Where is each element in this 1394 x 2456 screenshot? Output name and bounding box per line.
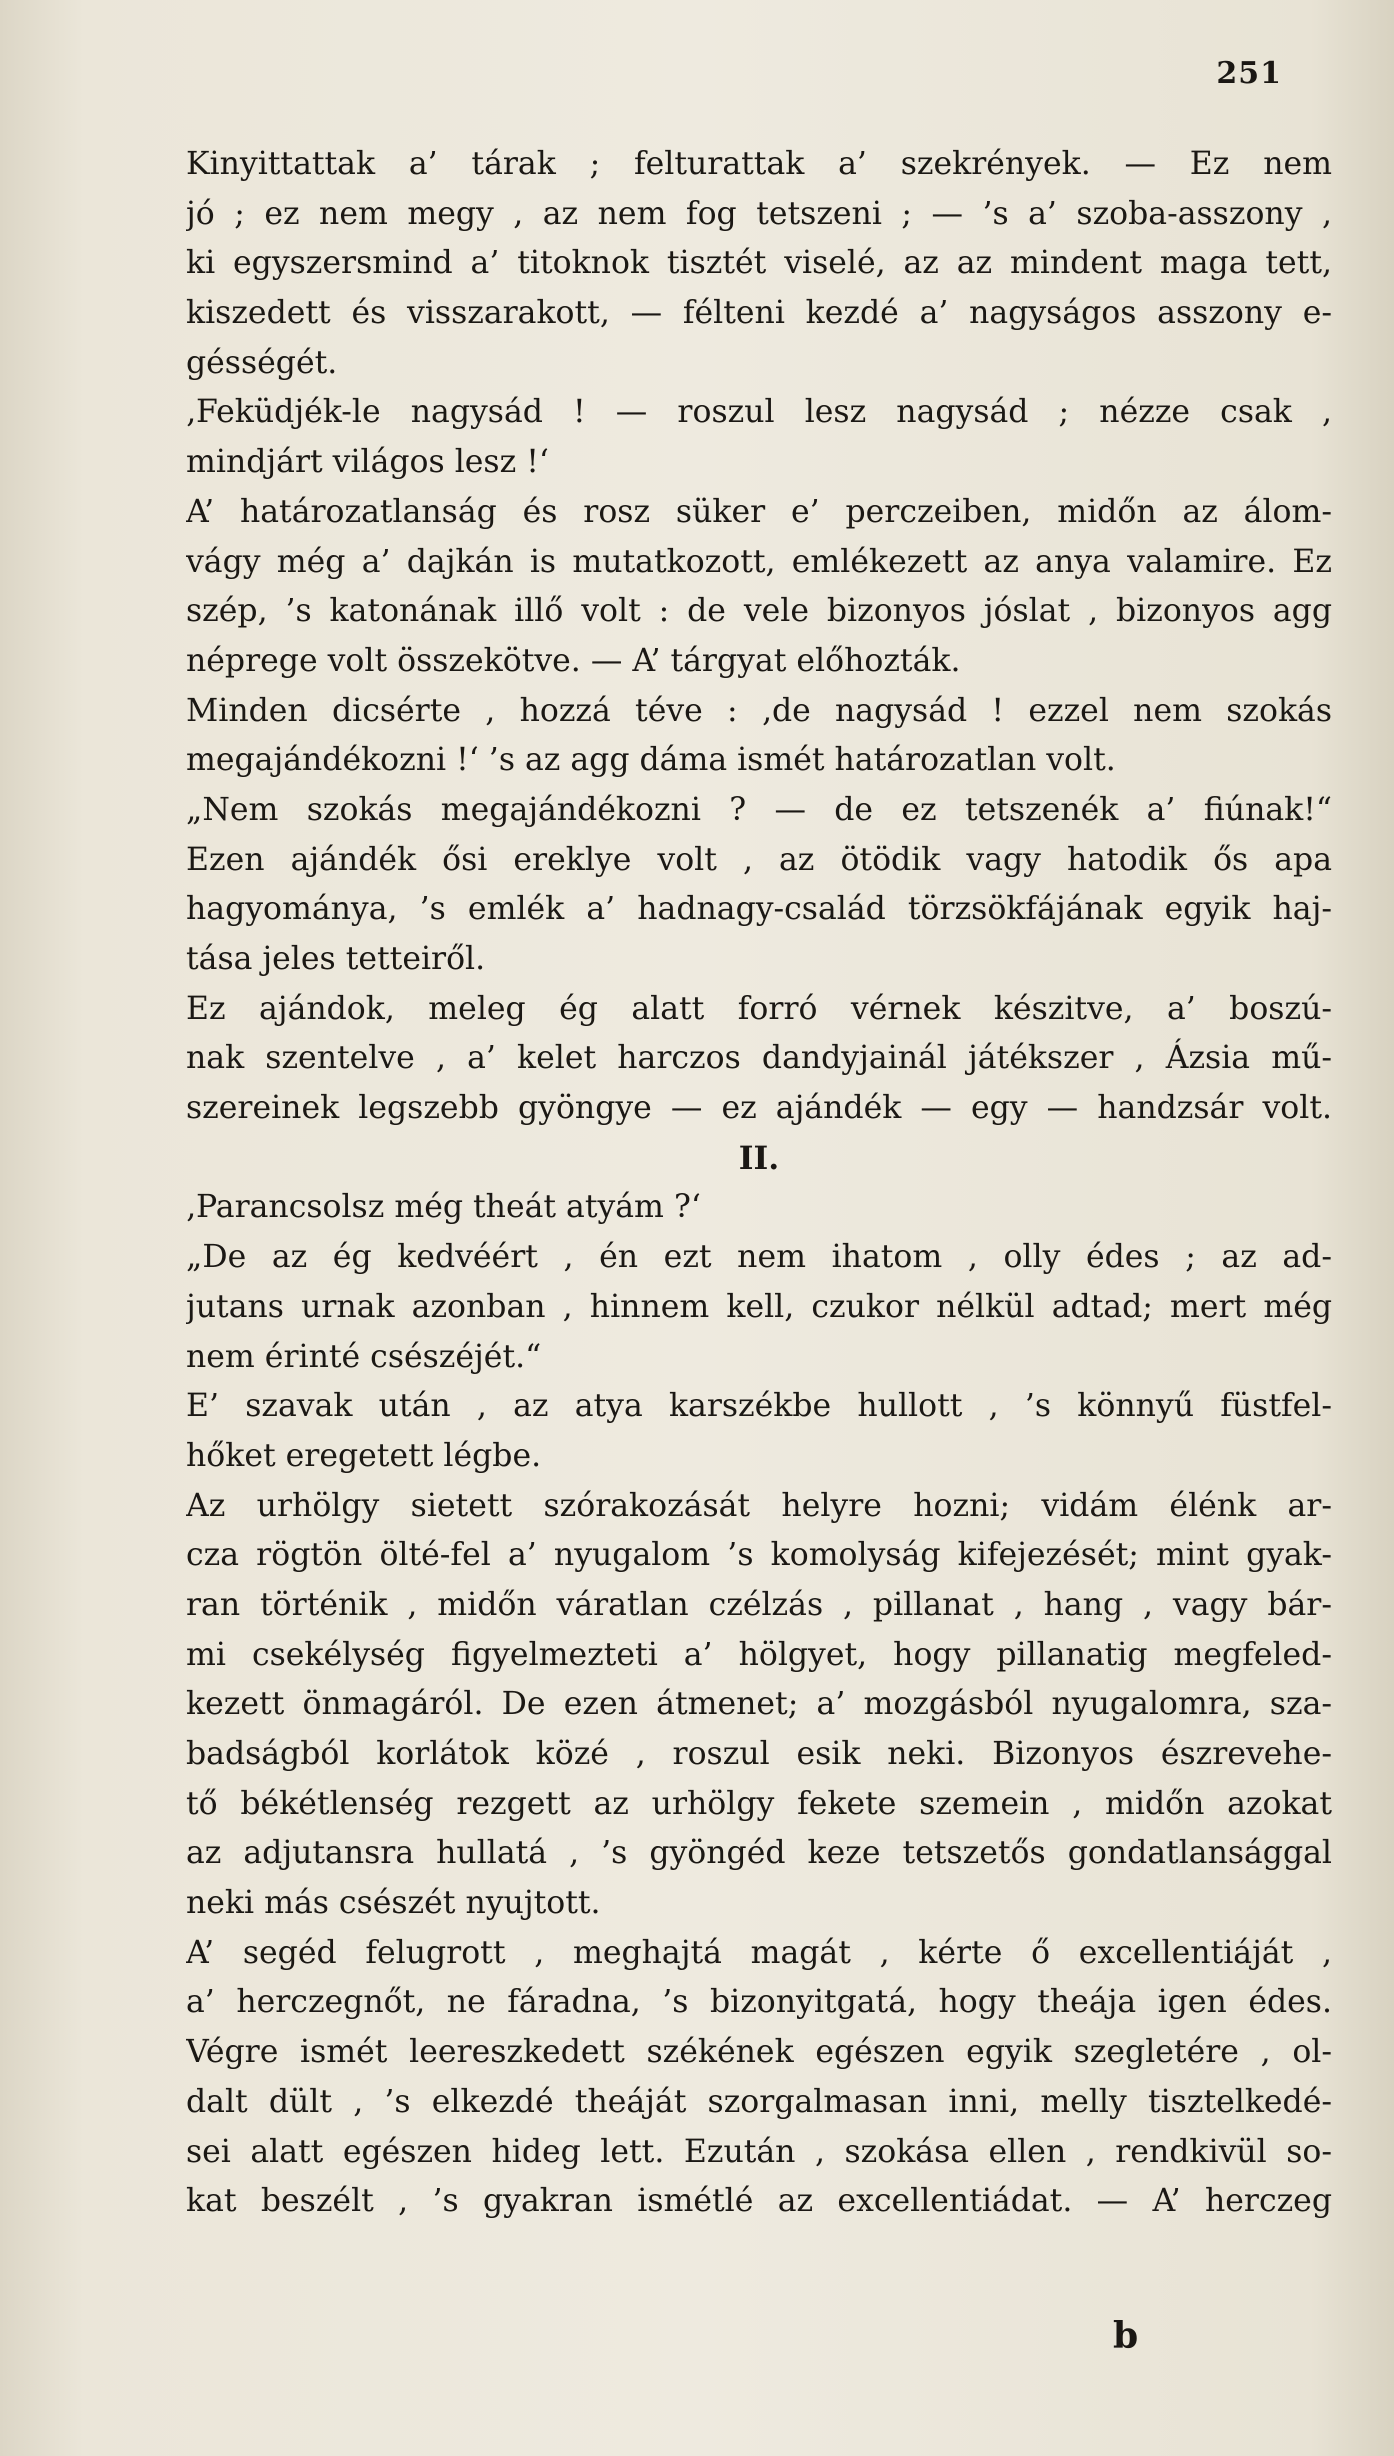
text-line: „De az ég kedvéért , én ezt nem ihatom , olly édes ; az ad-	[186, 1239, 1332, 1276]
section-heading: II.	[738, 1139, 780, 1177]
text-line: A’ határozatlanság és rosz süker e’ perczeiben, midőn az álom-	[186, 493, 1332, 530]
text-line: szép, ’s katonának illő volt : de vele bizonyos jóslat , bizonyos agg	[186, 593, 1332, 630]
page-number: 251	[1216, 56, 1282, 91]
text-line: jó ; ez nem megy , az nem fog tetszeni ; — ’s a’ szoba-asszony ,	[186, 195, 1332, 232]
text-line: badságból korlátok közé , roszul esik neki. Bizonyos észrevehe-	[186, 1736, 1332, 1772]
text-line: ‚Feküdjék-le nagysád ! — roszul lesz nagysád ; nézze csak ,	[186, 394, 1332, 431]
text-line: kiszedett és visszarakott, — félteni kezdé a’ nagyságos asszony e-	[186, 295, 1332, 332]
text-line: mi csekélység figyelmezteti a’ hölgyet, hogy pillanatig megfeled-	[186, 1636, 1332, 1673]
text-line: kat beszélt , ’s gyakran ismétlé az excellentiádat. — A’ herczeg	[186, 2183, 1332, 2220]
text-line: megajándékozni !‘ ’s az agg dáma ismét határozatlan volt.	[186, 742, 1116, 779]
signature-mark: b	[1113, 2315, 1139, 2357]
text-line: sei alatt egészen hideg lett. Ezután , szokása ellen , rendkivül so-	[186, 2133, 1332, 2170]
text-line: néprege volt összekötve. — A’ tárgyat előhozták.	[186, 642, 961, 679]
text-line: „Nem szokás megajándékozni ? — de ez tetszenék a’ fiúnak!“	[186, 791, 1332, 828]
text-line: a’ herczegnőt, ne fáradna, ’s bizonyitgatá, hogy theája igen édes.	[186, 1984, 1332, 2021]
text-line: hagyománya, ’s emlék a’ hadnagy-család törzsökfájának egyik haj-	[186, 891, 1332, 928]
text-line: ki egyszersmind a’ titoknok tisztét viselé, az az mindent maga tett,	[186, 245, 1332, 282]
text-line: nem érinté csészéjét.“	[186, 1338, 542, 1375]
text-line: E’ szavak után , az atya karszékbe hullott , ’s könnyű füstfel-	[186, 1388, 1332, 1425]
text-line: ‚Parancsolsz még theát atyám ?‘	[186, 1189, 701, 1226]
text-line: vágy még a’ dajkán is mutatkozott, emlékezett az anya valamire. Ez	[186, 543, 1332, 580]
text-line: szereinek legszebb gyöngye — ez ajándék — egy — handzsár volt.	[186, 1090, 1332, 1127]
text-line: gésségét.	[186, 344, 338, 381]
text-line: Kinyittattak a’ tárak ; felturattak a’ szekrények. — Ez nem	[186, 146, 1332, 182]
text-line: Ezen ajándék ősi ereklye volt , az ötödik vagy hatodik ős apa	[186, 841, 1332, 878]
text-line: nak szentelve , a’ kelet harczos dandyjainál játékszer , Ázsia mű-	[186, 1040, 1332, 1077]
text-line: Az urhölgy sietett szórakozását helyre hozni; vidám élénk ar-	[186, 1487, 1332, 1524]
text-line: neki más csészét nyujtott.	[186, 1885, 601, 1922]
text-line: tása jeles tetteiről.	[186, 941, 486, 977]
text-line: ran történik , midőn váratlan czélzás , pillanat , hang , vagy bár-	[186, 1586, 1332, 1623]
text-line: Ez ajándok, meleg ég alatt forró vérnek készitve, a’ boszú-	[186, 990, 1332, 1027]
text-line: az adjutansra hullatá , ’s gyöngéd keze tetszetős gondatlansággal	[186, 1835, 1332, 1872]
text-line: Végre ismét leereszkedett székének egészen egyik szegletére , ol-	[186, 2034, 1332, 2071]
body-text	[186, 140, 1332, 2227]
text-line: dalt dült , ’s elkezdé theáját szorgalmasan inni, melly tisztelkedé-	[186, 2083, 1332, 2120]
text-line: kezett önmagáról. De ezen átmenet; a’ mozgásból nyugalomra, sza-	[186, 1686, 1332, 1723]
text-line: Minden dicsérte , hozzá téve : ‚de nagysád ! ezzel nem szokás	[186, 692, 1332, 729]
text-line: jutans urnak azonban , hinnem kell, czukor nélkül adtad; mert még	[186, 1288, 1332, 1325]
text-line: mindjárt világos lesz !‘	[186, 444, 549, 481]
text-line: tő békétlenség rezgett az urhölgy fekete szemein , midőn azokat	[186, 1785, 1332, 1822]
text-line: cza rögtön ölté-fel a’ nyugalom ’s komolyság kifejezését; mint gyak-	[186, 1537, 1332, 1574]
text-line: A’ segéd felugrott , meghajtá magát , kérte ő excellentiáját ,	[186, 1934, 1332, 1971]
text-line: hőket eregetett légbe.	[186, 1437, 542, 1474]
